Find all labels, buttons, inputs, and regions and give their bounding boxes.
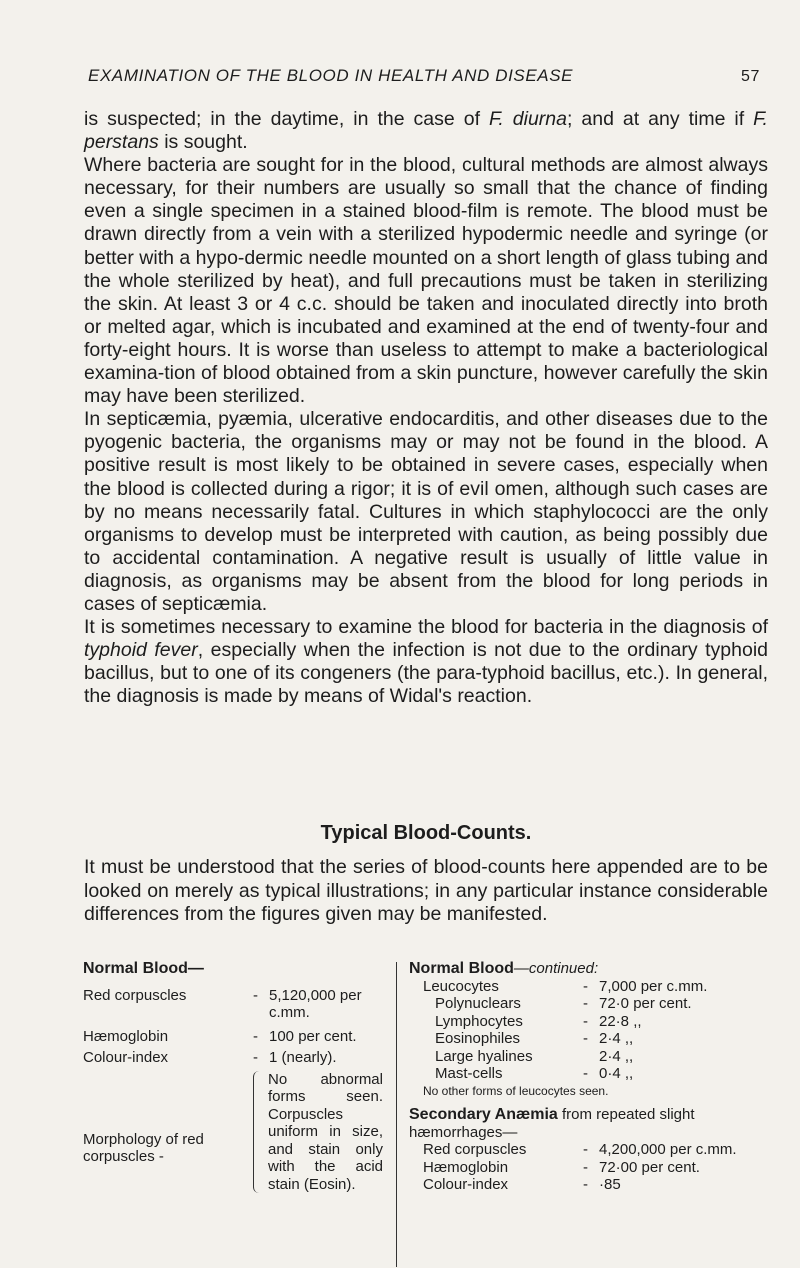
paragraph-4-typhoid-fever: typhoid fever [84,639,198,662]
count-value: 4,200,000 per c.mm. [599,1141,737,1158]
continued-header-title: Normal Blood [409,960,514,977]
count-label: Colour-index [423,1176,509,1193]
leader-dash: - [583,1065,588,1082]
running-head-title: EXAMINATION OF THE BLOOD IN HEALTH AND DISEASE [88,66,574,85]
book-page [40,0,770,1268]
page-number: 57 [741,68,760,85]
paragraph-1-text-c: is sought. [158,131,248,154]
count-row [409,1065,779,1083]
count-label: Eosinophiles [435,1030,521,1047]
secondary-anaemia-header [409,1106,779,1141]
paragraph-4-text-b: , especially when the infection is not due to the ordinary typhoid bacillus, but to one of its congeners (the para-typhoid bacillus, etc.). In general, the diagnosis is made by means of Widal's reaction. [84,639,768,708]
count-value: 7,000 per c.mm. [599,977,708,995]
column-divider [396,962,397,1267]
normal-blood-continued-column [409,960,779,1194]
count-label: Leucocytes [423,977,499,995]
count-row [83,1049,383,1067]
morphology-block [83,1071,383,1194]
count-label: Polynuclears [435,995,521,1012]
curly-brace [253,1071,264,1194]
section-title: Typical Blood-Counts. [320,822,532,844]
secondary-anaemia-title: Secondary Anæmia [409,1106,558,1123]
paragraph-4 [84,616,768,708]
count-label: Hæmoglobin [83,1027,169,1045]
count-label: Colour-index [83,1049,169,1066]
morphology-label: Morphology of red corpuscles - [83,1130,204,1165]
paragraph-1-species-diurna: F. diurna [488,108,567,130]
paragraph-4-text-a: It is sometimes necessary to examine the blood for bacteria in the diagnosis of [84,616,768,639]
leader-dash: - [253,1049,258,1066]
leader-dash: - [253,1027,258,1045]
count-row [409,1030,779,1048]
paragraph-2: Where bacteria are sought for in the blood, cultural methods are almost always necessary, for their numbers are usually so small that the chance of finding even a single specimen in a stained blood-film is remote. The blood must be drawn directly from a vein with a sterilized hypodermic needle and syringe (or better with a hypo-dermic needle mounted on a short length of glass tubing and the whole sterilized by heat), and full precautions must be taken in sterilizing the skin. At least 3 or 4 c.c. should be taken and inoculated directly into broth or melted agar, which is incubated and examined at the end of twenty-four and forty-eight hours. It is worse than useless to attempt to make a bacteriological examina-tion of blood obtained from a skin puncture, however carefully the skin may have been sterilized. [84,154,769,408]
body-text [84,108,768,708]
count-row [83,1028,383,1046]
running-head [88,66,760,86]
leader-dash: - [583,1158,588,1176]
leader-dash: - [583,977,588,995]
count-value: 100 per cent. [269,1027,357,1045]
count-label: Mast-cells [435,1065,503,1082]
leader-dash: - [583,1141,588,1158]
count-row [409,1176,779,1194]
count-value: 1 (nearly). [269,1049,337,1066]
count-value: 2·4 ,, [599,1047,634,1065]
normal-blood-header: Normal Blood— [83,960,204,977]
section-intro: It must be understood that the series of blood-counts here appended are to be looked on merely as typical illustrations; in any particular instance considerable differences from the figures given may be manifested. [84,856,768,926]
normal-blood-column [83,960,383,1193]
paragraph-1-text-a: is suspected; in the daytime, in the case of [84,108,489,130]
count-value: 5,120,000 per c.mm. [269,986,362,1021]
count-row [409,1013,779,1031]
leader-dash: - [253,986,258,1004]
secondary-anaemia-subtitle: from repeated slight hæmorrhages— [409,1106,695,1141]
count-label: Lymphocytes [435,1012,523,1030]
count-label: Red corpuscles [423,1141,527,1158]
paragraph-1-species-perstans: F. perstans [84,108,768,154]
count-row [83,987,383,1022]
continued-header [409,960,779,978]
leader-dash: - [583,1030,588,1047]
paragraph-1-text-b: ; and at any time if [567,108,754,130]
count-value: 0·4 ,, [599,1065,634,1082]
leader-dash [583,1048,599,1066]
count-row [409,1159,779,1177]
count-value: 72·0 per cent. [599,995,692,1012]
count-value: ·85 [599,1176,621,1193]
count-row [409,978,779,996]
count-row [409,1141,779,1159]
count-label: Hæmoglobin [423,1158,509,1176]
morphology-value: No abnormal forms seen. Corpuscles uniform in size, and stain only with the acid stain (Eosin). [268,1070,383,1193]
paragraph-1 [84,108,768,154]
continued-header-suffix: —continued: [513,960,599,977]
count-row [409,995,779,1013]
leader-dash: - [583,1012,588,1030]
count-label: Red corpuscles [83,986,187,1004]
count-value: 2·4 ,, [599,1030,634,1047]
count-value: 72·00 per cent. [599,1158,700,1176]
count-row [409,1048,779,1066]
paragraph-3: In septicæmia, pyæmia, ulcerative endocarditis, and other diseases due to the pyogenic bacteria, the organisms may or may not be found in the blood. A positive result is most likely to be obtained in severe cases, especially when the blood is collected during a rigor; it is of evil omen, although such cases are by no means necessarily fatal. Cultures in which staphylococci are the only organisms to develop must be interpreted with caution, as being possibly due to accidental contamination. A negative result is usually of little value in diagnosis, as organisms may be absent from the blood for long periods in cases of septicæmia. [84,408,768,615]
leader-dash: - [583,1176,588,1193]
count-value: 22·8 ,, [599,1012,642,1030]
leader-dash: - [583,995,588,1012]
count-label: Large hyalines [435,1047,533,1065]
leucocyte-note: No other forms of leucocytes seen. [423,1083,609,1098]
